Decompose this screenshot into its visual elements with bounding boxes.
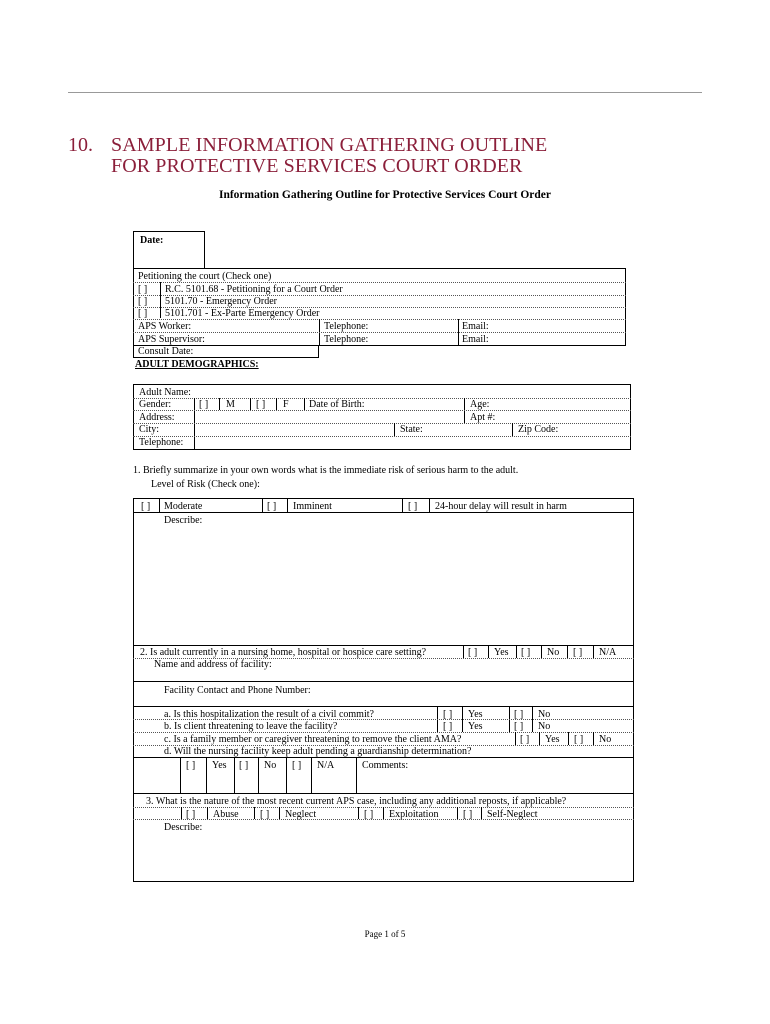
checkbox-petition-1[interactable]: [ ]	[138, 284, 148, 295]
divider	[515, 732, 516, 745]
divider	[250, 398, 251, 410]
divider	[512, 423, 513, 436]
checkbox-exploitation[interactable]: [ ]	[364, 809, 374, 820]
adult-name-label: Adult Name:	[139, 387, 191, 398]
checkbox-2b-no[interactable]: [ ]	[514, 721, 524, 732]
divider	[262, 498, 263, 512]
consult-date-label: Consult Date:	[138, 346, 194, 357]
level-of-risk-label: Level of Risk (Check one):	[151, 479, 260, 490]
adult-demographics-heading: ADULT DEMOGRAPHICS:	[135, 359, 259, 370]
divider	[276, 398, 277, 410]
divider	[541, 645, 542, 658]
q2d-na-label: N/A	[317, 760, 335, 771]
divider	[194, 398, 195, 450]
divider	[133, 332, 626, 333]
checkbox-self-neglect[interactable]: [ ]	[463, 809, 473, 820]
checkbox-2a-no[interactable]: [ ]	[514, 709, 524, 720]
divider	[133, 436, 631, 437]
top-rule	[68, 92, 702, 93]
checkbox-2c-yes[interactable]: [ ]	[520, 734, 530, 745]
dob-label: Date of Birth:	[309, 399, 365, 410]
divider	[181, 807, 182, 819]
divider	[358, 807, 359, 819]
imminent-label: Imminent	[293, 501, 332, 512]
divider	[516, 645, 517, 658]
page-number: Page 1 of 5	[364, 929, 406, 939]
telephone-label: Telephone:	[139, 437, 184, 448]
divider	[133, 319, 626, 320]
gender-f-label: F	[283, 399, 289, 410]
checkbox-gender-f[interactable]: [ ]	[256, 399, 266, 410]
q2b-no-label: No	[538, 721, 551, 732]
divider	[219, 398, 220, 410]
worker-email-label: Email:	[462, 321, 489, 332]
checkbox-2a-yes[interactable]: [ ]	[443, 709, 453, 720]
divider	[159, 498, 160, 512]
checkbox-gender-m[interactable]: [ ]	[199, 399, 209, 410]
checkbox-2d-na[interactable]: [ ]	[292, 760, 302, 771]
divider	[488, 645, 489, 658]
divider	[133, 512, 634, 513]
divider	[133, 706, 634, 707]
divider	[402, 498, 403, 512]
petition-option-2: 5101.70 - Emergency Order	[165, 296, 278, 307]
question-2c: c. Is a family member or caregiver threatening to remove the client AMA?	[164, 734, 462, 745]
age-label: Age:	[470, 399, 490, 410]
divider	[180, 757, 181, 793]
divider	[394, 423, 395, 436]
title-line-2: FOR PROTECTIVE SERVICES COURT ORDER	[111, 155, 523, 177]
checkbox-petition-3[interactable]: [ ]	[138, 308, 148, 319]
divider	[539, 732, 540, 745]
divider	[464, 398, 465, 424]
petition-option-3: 5101.701 - Ex-Parte Emergency Order	[165, 308, 320, 319]
divider	[593, 645, 594, 658]
petition-heading: Petitioning the court (Check one)	[138, 271, 272, 282]
title-line-1: SAMPLE INFORMATION GATHERING OUTLINE	[111, 134, 548, 156]
facility-contact-label: Facility Contact and Phone Number:	[164, 685, 311, 696]
checkbox-24hour[interactable]: [ ]	[408, 501, 418, 512]
aps-supervisor-label: APS Supervisor:	[138, 334, 205, 345]
question-2a: a. Is this hospitalization the result of a civil commit?	[164, 709, 374, 720]
q2a-no-label: No	[538, 709, 551, 720]
checkbox-2c-no[interactable]: [ ]	[574, 734, 584, 745]
city-label: City:	[139, 424, 160, 435]
divider	[133, 757, 634, 758]
divider	[206, 757, 207, 793]
section-number: 10.	[68, 134, 93, 156]
divider	[481, 807, 482, 819]
divider	[234, 757, 235, 793]
neglect-label: Neglect	[285, 809, 317, 820]
question-2: 2. Is adult currently in a nursing home, hospital or hospice care setting?	[140, 647, 427, 658]
divider	[160, 282, 161, 318]
divider	[304, 398, 305, 410]
divider	[258, 757, 259, 793]
divider	[133, 793, 634, 794]
q2c-no-label: No	[599, 734, 612, 745]
divider	[279, 807, 280, 819]
address-label: Address:	[139, 412, 175, 423]
q2-na-label: N/A	[599, 647, 617, 658]
worker-telephone-label: Telephone:	[324, 321, 369, 332]
supervisor-telephone-label: Telephone:	[324, 334, 369, 345]
checkbox-q2-no[interactable]: [ ]	[521, 647, 531, 658]
demographics-table	[133, 384, 631, 450]
gender-label: Gender:	[139, 399, 172, 410]
question-3: 3. What is the nature of the most recent current APS case, including any additional reposts, if applicable?	[146, 796, 567, 807]
q1-describe-label: Describe:	[164, 515, 203, 526]
petition-option-1: R.C. 5101.68 - Petitioning for a Court Order	[165, 284, 343, 295]
apt-label: Apt #:	[470, 412, 496, 423]
q2a-yes-label: Yes	[468, 709, 483, 720]
divider	[463, 645, 464, 658]
divider	[429, 498, 430, 512]
checkbox-q2-na[interactable]: [ ]	[573, 647, 583, 658]
abuse-label: Abuse	[213, 809, 239, 820]
divider	[593, 732, 594, 745]
divider	[383, 807, 384, 819]
divider	[133, 819, 634, 820]
divider	[286, 757, 287, 793]
checkbox-q2-yes[interactable]: [ ]	[468, 647, 478, 658]
checkbox-2d-yes[interactable]: [ ]	[186, 760, 196, 771]
self-neglect-label: Self-Neglect	[487, 809, 538, 820]
subtitle: Information Gathering Outline for Protective Services Court Order	[218, 189, 552, 201]
divider	[287, 498, 288, 512]
date-label: Date:	[140, 235, 164, 246]
divider	[207, 807, 208, 819]
q2-no-label: No	[547, 647, 560, 658]
comments-label: Comments:	[362, 760, 409, 771]
state-label: State:	[400, 424, 423, 435]
checkbox-imminent[interactable]: [ ]	[267, 501, 277, 512]
name-address-label: Name and address of facility:	[154, 659, 272, 670]
divider	[567, 645, 568, 658]
aps-worker-label: APS Worker:	[138, 321, 192, 332]
checkbox-neglect[interactable]: [ ]	[260, 809, 270, 820]
question-1: 1. Briefly summarize in your own words what is the immediate risk of serious harm to the adult.	[133, 465, 519, 476]
divider	[311, 757, 312, 793]
divider	[133, 410, 631, 411]
checkbox-2d-no[interactable]: [ ]	[239, 760, 249, 771]
divider	[568, 732, 569, 745]
q2d-no-label: No	[264, 760, 277, 771]
divider	[356, 757, 357, 793]
divider	[133, 681, 634, 682]
divider	[457, 807, 458, 819]
gender-m-label: M	[226, 399, 235, 410]
checkbox-abuse[interactable]: [ ]	[186, 809, 196, 820]
zip-label: Zip Code:	[518, 424, 559, 435]
question-2d: d. Will the nursing facility keep adult pending a guardianship determination?	[164, 746, 472, 757]
supervisor-email-label: Email:	[462, 334, 489, 345]
q2b-yes-label: Yes	[468, 721, 483, 732]
24hour-label: 24-hour delay will result in harm	[435, 501, 567, 512]
q2-yes-label: Yes	[494, 647, 509, 658]
checkbox-petition-2[interactable]: [ ]	[138, 296, 148, 307]
checkbox-2b-yes[interactable]: [ ]	[443, 721, 453, 732]
q2c-yes-label: Yes	[545, 734, 560, 745]
q3-describe-label: Describe:	[164, 822, 203, 833]
checkbox-moderate[interactable]: [ ]	[141, 501, 151, 512]
q2d-yes-label: Yes	[212, 760, 227, 771]
exploitation-label: Exploitation	[389, 809, 439, 820]
divider	[254, 807, 255, 819]
moderate-label: Moderate	[164, 501, 203, 512]
question-2b: b. Is client threatening to leave the facility?	[164, 721, 338, 732]
